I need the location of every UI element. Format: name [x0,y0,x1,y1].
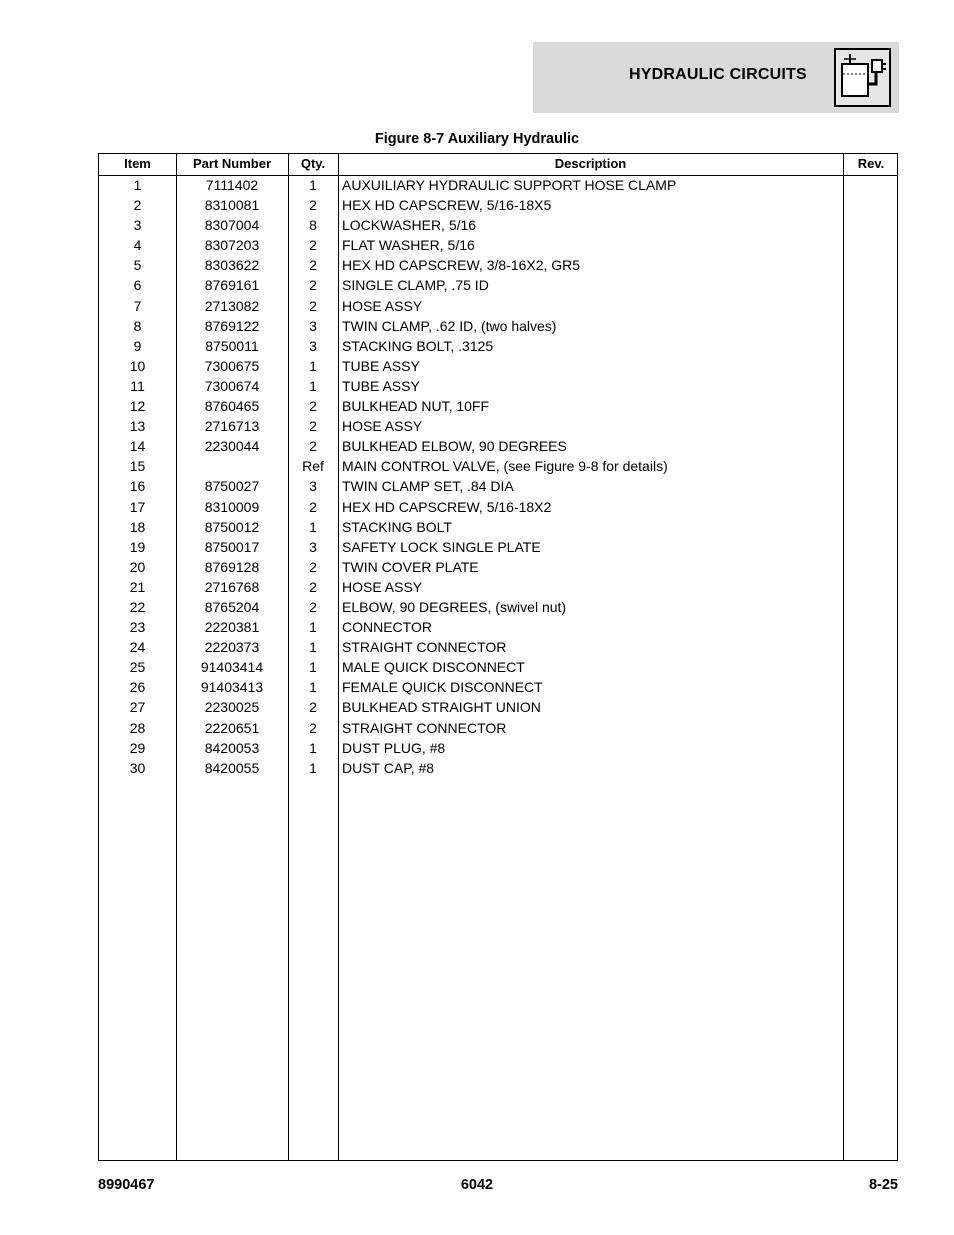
qty-cell: 1 [309,177,317,193]
item-cell: 6 [133,277,142,294]
part-number-cell: 2230025 [204,699,260,716]
description-cell: STRAIGHT CONNECTOR [342,719,507,736]
part-number-cell: 8303622 [204,257,260,274]
rev-cell [843,638,899,658]
part-number-cell: 8307004 [204,217,260,234]
item-cell: 26 [129,679,146,696]
qty-cell: 1 [309,759,317,776]
description-cell: HEX HD CAPSCREW, 3/8-16X2, GR5 [342,257,581,274]
qty-cell: Ref [302,458,324,475]
rev-cell [843,558,899,578]
qty-cell: 2 [309,498,317,515]
table-row [99,357,897,377]
hydraulic-tank-icon [834,48,891,107]
table-row [99,457,897,477]
table-row [99,598,897,618]
figure-title: Figure 8-7 Auxiliary Hydraulic [374,131,580,147]
description-cell: LOCKWASHER, 5/16 [342,217,477,234]
table-header [99,154,897,176]
section-header [533,42,899,113]
parts-table [98,153,898,1161]
part-number-cell: 8420053 [204,739,260,756]
part-number-cell: 7111402 [205,177,259,193]
qty-cell: 1 [309,659,317,676]
footer-page-number: 8-25 [868,1177,898,1193]
rev-cell [843,498,899,518]
description-cell: TWIN CLAMP SET, .84 DIA [342,478,514,495]
description-cell: HOSE ASSY [342,418,423,435]
item-cell: 3 [133,217,142,234]
rev-cell [843,457,899,477]
part-number-cell: 8765204 [204,598,260,615]
item-cell: 30 [129,759,146,776]
item-cell: 9 [133,337,142,354]
description-cell: STACKING BOLT [342,518,452,535]
description-cell: CONNECTOR [342,619,432,636]
item-cell: 7 [133,297,142,314]
table-row [99,236,897,256]
table-row [99,698,897,718]
qty-cell: 2 [309,558,317,575]
qty-cell: 2 [309,719,317,736]
part-number-cell: 91403413 [200,679,264,696]
table-row [99,498,897,518]
rev-cell [843,698,899,718]
item-cell: 23 [129,619,146,636]
rev-cell [843,196,899,216]
item-cell: 4 [133,237,142,254]
qty-cell: 3 [309,478,317,495]
qty-cell: 2 [309,257,317,274]
table-row [99,719,897,739]
rev-cell [843,276,899,296]
section-title: HYDRAULIC CIRCUITS [629,66,807,83]
qty-cell: 2 [309,398,317,415]
footer-document-number: 8990467 [98,1177,155,1193]
item-cell: 20 [129,558,146,575]
qty-cell: 2 [309,297,317,314]
rev-cell [843,477,899,497]
item-cell: 10 [129,357,146,374]
description-cell: FEMALE QUICK DISCONNECT [342,679,543,696]
table-row [99,377,897,397]
table-row [99,176,897,196]
description-cell: SINGLE CLAMP, .75 ID [342,277,489,294]
part-number-cell: 2230044 [204,438,260,455]
item-cell: 16 [129,478,146,495]
item-cell: 24 [129,639,146,656]
table-row [99,578,897,598]
item-cell: 12 [129,398,146,415]
description-cell: STRAIGHT CONNECTOR [342,639,507,656]
part-number-cell: 7300675 [204,357,260,374]
part-number-cell: 8769122 [204,317,260,334]
qty-cell: 2 [309,237,317,254]
item-cell: 5 [133,257,142,274]
qty-cell: 8 [309,217,317,234]
part-number-cell: 8310081 [204,197,260,214]
rev-cell [843,739,899,759]
item-cell: 27 [129,699,146,716]
rev-cell [843,578,899,598]
qty-cell: 1 [309,639,317,656]
table-row [99,558,897,578]
description-cell: MAIN CONTROL VALVE, (see Figure 9-8 for details) [342,458,668,475]
rev-cell [843,176,899,196]
table-row [99,437,897,457]
description-cell: TWIN COVER PLATE [342,558,479,575]
table-row [99,317,897,337]
part-number-cell: 7300674 [204,377,260,394]
rev-cell [843,618,899,638]
description-cell: ELBOW, 90 DEGREES, (swivel nut) [342,598,567,615]
qty-cell: 2 [309,197,317,214]
qty-cell: 2 [309,598,317,615]
item-cell: 19 [129,538,146,555]
description-cell: FLAT WASHER, 5/16 [342,237,475,254]
qty-cell: 2 [309,578,317,595]
part-number-cell: 8750011 [205,337,259,354]
part-number-cell: 8760465 [204,398,260,415]
item-cell: 28 [129,719,146,736]
part-number-cell: 8750017 [204,538,260,555]
qty-cell: 1 [309,619,317,636]
part-number-cell: 2220373 [204,639,260,656]
description-cell: STACKING BOLT, .3125 [342,337,494,354]
item-cell: 17 [129,498,146,515]
rev-cell [843,759,899,779]
header-description: Description [554,156,627,171]
description-cell: TUBE ASSY [342,357,420,374]
rev-cell [843,357,899,377]
rev-cell [843,538,899,558]
part-number-cell: 2220651 [204,719,260,736]
rev-cell [843,256,899,276]
table-row [99,397,897,417]
table-row [99,518,897,538]
description-cell: BULKHEAD STRAIGHT UNION [342,699,541,716]
table-row [99,658,897,678]
qty-cell: 2 [309,418,317,435]
part-number-cell: 2716768 [204,578,260,595]
item-cell: 13 [129,418,146,435]
description-cell: AUXUILIARY HYDRAULIC SUPPORT HOSE CLAMP [342,177,677,193]
item-cell: 1 [133,177,142,193]
rev-cell [843,317,899,337]
qty-cell: 2 [309,438,317,455]
qty-cell: 2 [309,277,317,294]
part-number-cell [176,457,288,477]
table-row [99,678,897,698]
item-cell: 22 [129,598,146,615]
rev-cell [843,437,899,457]
description-cell: DUST CAP, #8 [342,759,435,776]
description-cell: BULKHEAD ELBOW, 90 DEGREES [342,438,567,455]
part-number-cell: 8769161 [204,277,260,294]
item-cell: 21 [129,578,146,595]
qty-cell: 3 [309,337,317,354]
qty-cell: 3 [309,538,317,555]
part-number-cell: 2713082 [204,297,260,314]
description-cell: TWIN CLAMP, .62 ID, (two halves) [342,317,557,334]
rev-cell [843,216,899,236]
rev-cell [843,397,899,417]
item-cell: 15 [129,458,146,475]
item-cell: 18 [129,518,146,535]
part-number-cell: 8420055 [204,759,260,776]
qty-cell: 1 [309,377,317,394]
part-number-cell: 8750027 [204,478,260,495]
rev-cell [843,377,899,397]
footer-model: 6042 [460,1177,494,1193]
qty-cell: 1 [309,739,317,756]
header-item: Item [124,156,151,171]
header-part-number: Part Number [192,156,272,171]
item-cell: 2 [133,197,142,214]
description-cell: HOSE ASSY [342,578,423,595]
part-number-cell: 8307203 [204,237,260,254]
rev-cell [843,297,899,317]
table-row [99,337,897,357]
table-row [99,618,897,638]
header-rev: Rev. [857,156,885,171]
description-cell: HEX HD CAPSCREW, 5/16-18X5 [342,197,552,214]
rev-cell [843,518,899,538]
item-cell: 29 [129,739,146,756]
table-row [99,759,897,779]
rev-cell [843,236,899,256]
description-cell: BULKHEAD NUT, 10FF [342,398,490,415]
rev-cell [843,658,899,678]
table-row [99,297,897,317]
table-row [99,739,897,759]
item-cell: 8 [133,317,142,334]
part-number-cell: 8769128 [204,558,260,575]
description-cell: TUBE ASSY [342,377,420,394]
description-cell: HOSE ASSY [342,297,423,314]
table-row [99,216,897,236]
qty-cell: 3 [309,317,317,334]
description-cell: DUST PLUG, #8 [342,739,446,756]
description-cell: MALE QUICK DISCONNECT [342,659,525,676]
part-number-cell: 2716713 [204,418,260,435]
table-row [99,256,897,276]
table-row [99,196,897,216]
table-row [99,638,897,658]
part-number-cell: 8750012 [204,518,260,535]
item-cell: 14 [129,438,146,455]
item-cell: 11 [130,377,145,394]
table-row [99,477,897,497]
rev-cell [843,598,899,618]
rev-cell [843,678,899,698]
table-body [99,176,897,779]
table-row [99,276,897,296]
qty-cell: 2 [309,699,317,716]
description-cell: SAFETY LOCK SINGLE PLATE [342,538,541,555]
part-number-cell: 91403414 [200,659,264,676]
rev-cell [843,719,899,739]
rev-cell [843,337,899,357]
part-number-cell: 2220381 [204,619,260,636]
description-cell: HEX HD CAPSCREW, 5/16-18X2 [342,498,552,515]
qty-cell: 1 [309,518,317,535]
item-cell: 25 [129,659,146,676]
part-number-cell: 8310009 [204,498,260,515]
rev-cell [843,417,899,437]
table-row [99,538,897,558]
qty-cell: 1 [309,679,317,696]
header-qty: Qty. [300,156,326,171]
qty-cell: 1 [309,357,317,374]
table-row [99,417,897,437]
